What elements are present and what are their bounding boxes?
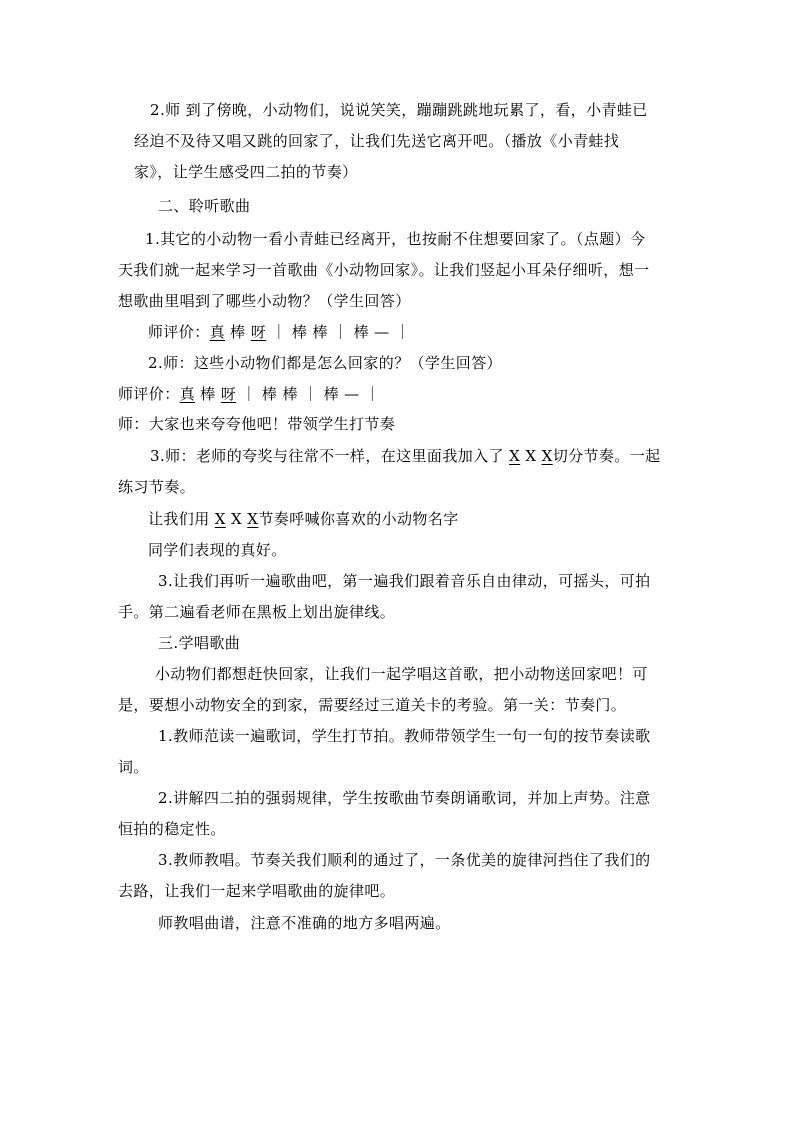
section-heading: 二、聆听歌曲 — [158, 197, 251, 215]
paragraph-line: 师教唱曲谱，注意不准确的地方多唱两遍。 — [158, 914, 451, 932]
underlined-note: X — [214, 510, 226, 528]
paragraph-line: 去路，让我们一起来学唱歌曲的旋律吧。 — [118, 882, 396, 900]
paragraph-line: 2.师 到了傍晚，小动物们，说说笑笑，蹦蹦跳跳地玩累了，看，小青蛙已 — [150, 101, 648, 119]
paragraph-line: 恒拍的稳定性。 — [118, 820, 226, 838]
paragraph-line: 想歌曲里唱到了哪些小动物？（学生回答） — [118, 292, 411, 310]
paragraph-line: 2.师：这些小动物们都是怎么回家的？（学生回答） — [148, 354, 502, 372]
underlined-note: 真 — [209, 323, 226, 341]
evaluation-label: 师评价： — [148, 323, 210, 341]
paragraph-line: 小动物们都想赶快回家，让我们一起学唱这首歌，把小动物送回家吧！可 — [155, 665, 648, 683]
paragraph-line: 1.教师范读一遍歌词，学生打节拍。教师带领学生一句一句的按节奏读歌 — [158, 727, 651, 745]
paragraph-line: 3.让我们再听一遍歌曲吧，第一遍我们跟着音乐自由律动，可摇头，可拍 — [158, 572, 651, 590]
underlined-note: 呀 — [250, 323, 267, 341]
paragraph-line: 3.教师教唱。节奏关我们顺利的通过了，一条优美的旋律河挡住了我们的 — [158, 851, 651, 869]
paragraph-line: 2.讲解四二拍的强弱规律，学生按歌曲节奏朗诵歌词，并加上声势。注意 — [158, 789, 651, 807]
paragraph-line: 词。 — [118, 758, 149, 776]
rhythm-evaluation-line — [118, 384, 380, 404]
underlined-note: 真 — [179, 385, 196, 403]
paragraph-line: 师：大家也来夸夸他吧！带领学生打节奏 — [118, 415, 396, 433]
paragraph-line: 家》，让学生感受四二拍的节奏） — [134, 163, 358, 181]
underlined-note: X — [509, 447, 521, 465]
rhythm-text-line — [150, 446, 661, 466]
underlined-note: 呀 — [220, 385, 237, 403]
paragraph-line: 手。第二遍看老师在黑板上划出旋律线。 — [118, 603, 396, 621]
underlined-note: X — [247, 510, 259, 528]
evaluation-label: 师评价： — [118, 385, 180, 403]
rhythm-text: X — [225, 510, 248, 528]
paragraph-line: 1.其它的小动物一看小青蛙已经离开，也按耐不住想要回家了。（点题）今 — [145, 230, 646, 248]
section-heading: 三.学唱歌曲 — [158, 634, 241, 652]
rhythm-text: 棒 — [225, 323, 251, 341]
rhythm-text: X — [520, 447, 542, 465]
rhythm-text: 棒 — [195, 385, 221, 403]
paragraph-line: 天我们就一起来学习一首歌曲《小动物回家》。让我们竖起小耳朵仔细听，想一 — [118, 261, 650, 279]
rhythm-evaluation-line — [148, 322, 410, 342]
rhythm-text: ｜ 棒 棒 ｜ 棒 — ｜ — [266, 323, 411, 341]
paragraph-text: 3.师：老师的夸奖与往常不一样，在这里面我加入了 — [150, 447, 510, 465]
rhythm-text: ｜ 棒 棒 ｜ 棒 — ｜ — [236, 385, 381, 403]
paragraph-text: 让我们用 — [148, 510, 215, 528]
paragraph-line: 同学们表现的真好。 — [148, 541, 287, 559]
paragraph-text: 切分节奏。一起 — [552, 447, 661, 465]
rhythm-text-line — [148, 509, 459, 529]
paragraph-line: 是，要想小动物安全的到家，需要经过三道关卡的考验。第一关：节奏门。 — [118, 696, 627, 714]
paragraph-line: 经迫不及待又唱又跳的回家了，让我们先送它离开吧。（播放《小青蛙找 — [134, 132, 620, 150]
paragraph-line: 练习节奏。 — [118, 478, 196, 496]
underlined-note: X — [541, 447, 553, 465]
paragraph-text: 节奏呼喊你喜欢的小动物名字 — [258, 510, 459, 528]
